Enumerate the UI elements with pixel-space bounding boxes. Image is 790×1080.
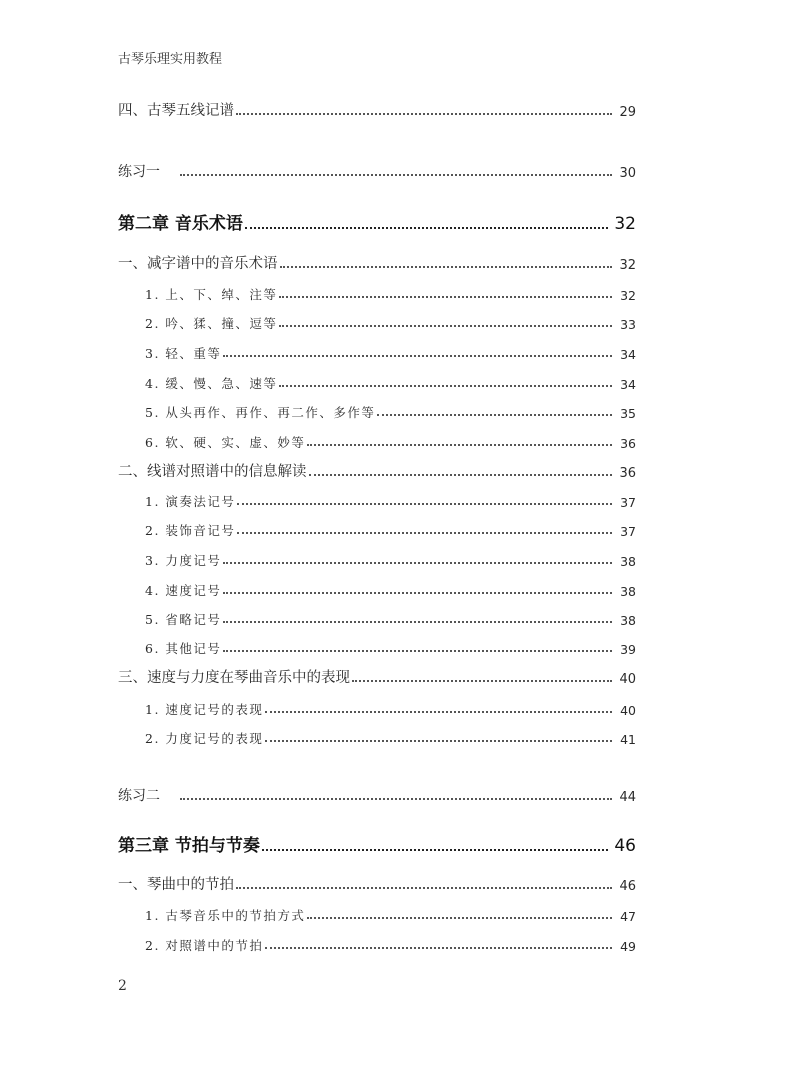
toc-entry-title: 四、古琴五线记谱 — [118, 103, 234, 119]
toc-entry-title: 三、速度与力度在琴曲音乐中的表现 — [118, 670, 350, 686]
dot-leader — [265, 711, 612, 713]
toc-item-entry[interactable] — [145, 397, 636, 421]
toc-entry-title: 第二章 音乐术语 — [118, 214, 243, 234]
toc-entry-page-number: 40 — [620, 703, 636, 718]
toc-entry-title: 1. 古琴音乐中的节拍方式 — [145, 908, 306, 923]
toc-entry-page-number: 33 — [620, 317, 636, 332]
toc-entry-title: 2. 吟、猱、撞、逗等 — [145, 316, 278, 331]
toc-section-entry[interactable] — [118, 249, 636, 273]
toc-entry-page-number: 40 — [619, 672, 636, 687]
dot-leader — [279, 385, 612, 387]
toc-entry-title: 1. 速度记号的表现 — [145, 702, 264, 717]
toc-entry-title: 第三章 节拍与节奏 — [118, 836, 260, 856]
dot-leader — [223, 621, 612, 623]
toc-entry-title: 4. 缓、慢、急、速等 — [145, 376, 278, 391]
toc-entry-page-number: 44 — [619, 790, 636, 805]
toc-entry-page-number: 47 — [620, 909, 636, 924]
page-number: 2 — [118, 978, 127, 994]
toc-entry-title: 1. 演奏法记号 — [145, 494, 236, 509]
toc-entry-page-number: 36 — [620, 436, 636, 451]
dot-leader — [265, 740, 612, 742]
dot-leader — [377, 414, 612, 416]
toc-entry-page-number: 46 — [614, 836, 636, 856]
toc-section-entry[interactable] — [118, 663, 636, 687]
toc-entry-page-number: 32 — [620, 288, 636, 303]
toc-entry-page-number: 37 — [620, 524, 636, 539]
toc-item-entry[interactable] — [145, 427, 636, 451]
toc-entry-title: 2. 力度记号的表现 — [145, 731, 264, 746]
toc-section-entry[interactable] — [118, 870, 636, 894]
toc-entry-title: 练习二 — [118, 788, 160, 804]
toc-entry-title: 一、琴曲中的节拍 — [118, 877, 234, 893]
toc-entry-page-number: 32 — [619, 258, 636, 273]
toc-entry-page-number: 34 — [620, 377, 636, 392]
toc-entry-title: 5. 省略记号 — [145, 612, 222, 627]
dot-leader — [280, 266, 613, 268]
toc-entry-title: 一、减字谱中的音乐术语 — [118, 256, 278, 272]
toc-entry-title: 3. 力度记号 — [145, 553, 222, 568]
toc-item-entry[interactable] — [145, 900, 636, 924]
toc-item-entry[interactable] — [145, 723, 636, 747]
running-header: 古琴乐理实用教程 — [118, 52, 223, 67]
toc-entry-title: 6. 其他记号 — [145, 641, 222, 656]
dot-leader — [279, 325, 612, 327]
dot-leader — [180, 174, 612, 176]
dot-leader — [223, 650, 612, 652]
toc-entry-page-number: 38 — [620, 554, 636, 569]
toc-entry-page-number: 29 — [619, 105, 636, 120]
toc-item-entry[interactable] — [145, 694, 636, 718]
toc-chapter-entry[interactable] — [118, 210, 636, 234]
toc-item-entry[interactable] — [145, 515, 636, 539]
toc-item-entry[interactable] — [145, 575, 636, 599]
toc-entry-page-number: 35 — [620, 406, 636, 421]
toc-entry-title: 6. 软、硬、实、虚、妙等 — [145, 435, 306, 450]
dot-leader — [237, 532, 612, 534]
toc-exercise-entry[interactable] — [118, 157, 636, 181]
dot-leader — [309, 474, 613, 476]
toc-entry-page-number: 30 — [619, 166, 636, 181]
toc-entry-title: 二、线谱对照谱中的信息解读 — [118, 464, 307, 480]
dot-leader — [223, 592, 612, 594]
dot-leader — [223, 355, 612, 357]
toc-entry-page-number: 49 — [620, 939, 636, 954]
dot-leader — [307, 444, 612, 446]
toc-entry-page-number: 34 — [620, 347, 636, 362]
toc-item-entry[interactable] — [145, 338, 636, 362]
toc-section-entry[interactable] — [118, 96, 636, 120]
toc-item-entry[interactable] — [145, 279, 636, 303]
toc-entry-page-number: 39 — [620, 642, 636, 657]
toc-entry-page-number: 32 — [614, 214, 636, 234]
dot-leader — [245, 227, 608, 229]
dot-leader — [262, 849, 608, 851]
toc-exercise-entry[interactable] — [118, 781, 636, 805]
toc-item-entry[interactable] — [145, 486, 636, 510]
dot-leader — [265, 947, 612, 949]
toc-entry-title: 1. 上、下、绰、注等 — [145, 287, 278, 302]
toc-item-entry[interactable] — [145, 308, 636, 332]
dot-leader — [352, 680, 612, 682]
dot-leader — [279, 296, 612, 298]
toc-entry-page-number: 41 — [620, 732, 636, 747]
toc-entry-page-number: 36 — [619, 466, 636, 481]
toc-entry-title: 3. 轻、重等 — [145, 346, 222, 361]
dot-leader — [223, 562, 612, 564]
toc-entry-title: 练习一 — [118, 164, 160, 180]
toc-entry-title: 2. 对照谱中的节拍 — [145, 938, 264, 953]
toc-entry-page-number: 46 — [619, 879, 636, 894]
toc-item-entry[interactable] — [145, 604, 636, 628]
dot-leader — [307, 917, 612, 919]
toc-item-entry[interactable] — [145, 368, 636, 392]
toc-entry-title: 5. 从头再作、再作、再二作、多作等 — [145, 405, 376, 420]
toc-entry-page-number: 37 — [620, 495, 636, 510]
toc-section-entry[interactable] — [118, 457, 636, 481]
toc-chapter-entry[interactable] — [118, 832, 636, 856]
toc-item-entry[interactable] — [145, 633, 636, 657]
dot-leader — [236, 113, 612, 115]
toc-entry-page-number: 38 — [620, 613, 636, 628]
toc-entry-title: 2. 装饰音记号 — [145, 523, 236, 538]
dot-leader — [237, 503, 612, 505]
toc-item-entry[interactable] — [145, 930, 636, 954]
toc-entry-page-number: 38 — [620, 584, 636, 599]
toc-entry-title: 4. 速度记号 — [145, 583, 222, 598]
dot-leader — [180, 798, 612, 800]
dot-leader — [236, 887, 612, 889]
toc-item-entry[interactable] — [145, 545, 636, 569]
